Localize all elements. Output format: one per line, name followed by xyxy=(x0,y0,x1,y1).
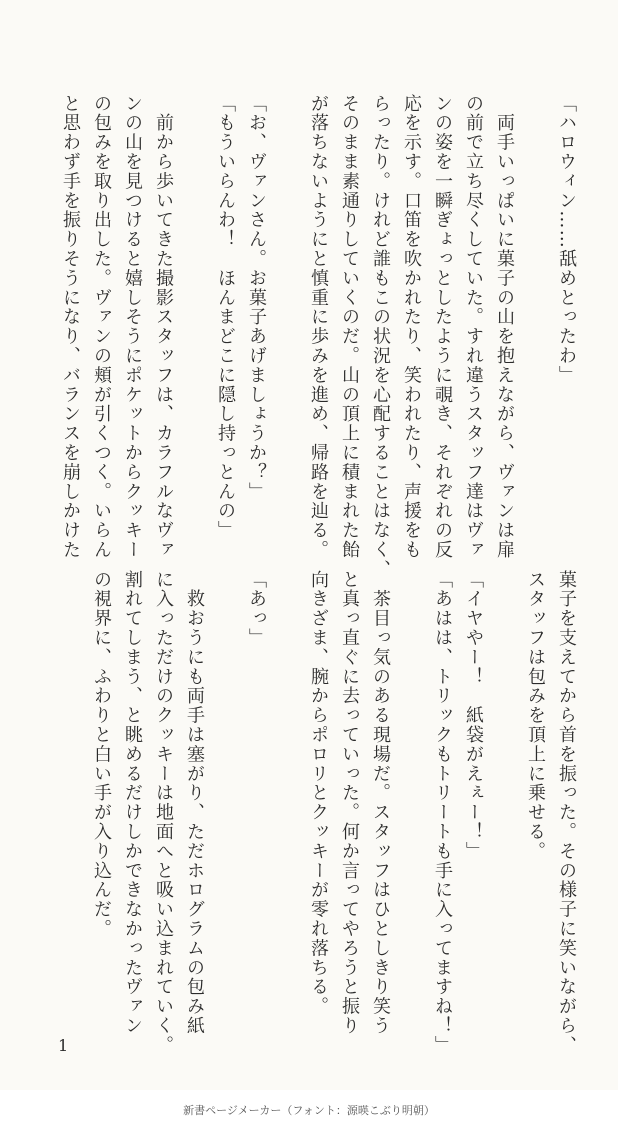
text-line: ンの山を見つけると嬉しそうにポケットからクッキー xyxy=(122,94,143,560)
text-column-block-top xyxy=(55,94,582,579)
page-number: 1 xyxy=(58,1036,69,1055)
text-line: の包みを取り出した。ヴァンの頬が引くつく。いらん xyxy=(91,94,112,560)
text-line: ンの姿を一瞬ぎょっとしたように覗き、それぞれの反 xyxy=(432,94,453,560)
text-line: 「あはは、トリックもトリートも手に入ってますね！」 xyxy=(432,570,453,1055)
text-line: そのまま素通りしていくのだ。山の頂上に積まれた飴 xyxy=(339,94,360,560)
text-line: 「あっ」 xyxy=(246,570,267,648)
text-line: 前から歩いてきた撮影スタッフは、カラフルなヴァ xyxy=(153,94,174,560)
blank-line xyxy=(489,570,520,1010)
blank-line xyxy=(272,570,303,1010)
text-line: 「ハロウィン……舐めとったわ」 xyxy=(556,94,577,385)
text-line: らったり。けれど誰もこの状況を心配することはなく、 xyxy=(370,94,391,579)
text-line: に入っただけのクッキーは地面へと吸い込まれていく。 xyxy=(153,570,174,1055)
blank-line xyxy=(179,94,210,534)
text-line: の前で立ち尽くしていた。すれ違うスタッフ達はヴァ xyxy=(463,94,484,560)
text-line: 割れてしまう、と眺めるだけしかできなかったヴァン xyxy=(122,570,143,1036)
text-line: スタッフは包みを頂上に乗せる。 xyxy=(525,570,546,861)
blank-line xyxy=(520,94,551,534)
text-line: 救おうにも両手は塞がり、ただホログラムの包み紙 xyxy=(184,570,205,1036)
text-line: 茶目っ気のある現場だ。スタッフはひとしきり笑う xyxy=(370,570,391,1036)
text-line: 応を示す。口笛を吹かれたり、笑われたり、声援をも xyxy=(401,94,422,560)
text-line: と思わず手を振りそうになり、バランスを崩しかけた xyxy=(60,94,81,560)
blank-line xyxy=(396,570,427,1010)
blank-line xyxy=(272,94,303,534)
text-column-block-bottom xyxy=(86,570,582,1055)
text-line: 「もういらんわ！ ほんまどこに隠し持っとんの」 xyxy=(215,94,236,541)
text-line: 向きざま、腕からポロリとクッキーが零れ落ちる。 xyxy=(308,570,329,1017)
blank-line xyxy=(210,570,241,1010)
text-line: 両手いっぱいに菓子の山を抱えながら、ヴァンは扉 xyxy=(494,94,515,560)
text-line: と真っ直ぐに去っていった。何か言ってやろうと振り xyxy=(339,570,360,1036)
text-line: 菓子を支えてから首を振った。その様子に笑いながら、 xyxy=(556,570,577,1055)
text-line: の視界に、ふわりと白い手が入り込んだ。 xyxy=(91,570,112,939)
footer-credit: 新書ページメーカー（フォント：源暎こぶり明朝） xyxy=(0,1090,618,1132)
text-line: が落ちないようにと慎重に歩みを進め、帰路を辿る。 xyxy=(308,94,329,560)
text-line: 「イヤやー！ 紙袋がえぇー！」 xyxy=(463,570,484,861)
text-line: 「お、ヴァンさん。お菓子あげましょうか？」 xyxy=(246,94,267,502)
